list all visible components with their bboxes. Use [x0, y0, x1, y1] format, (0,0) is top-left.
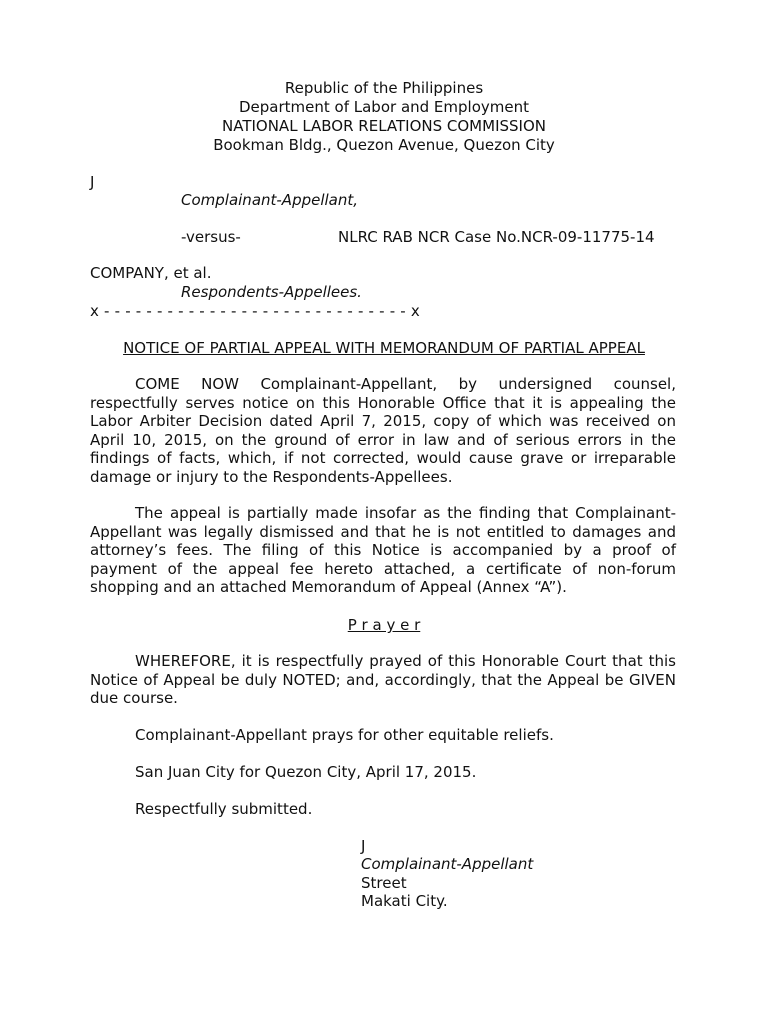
- caption-header: [0, 79, 768, 155]
- header-department: Department of Labor and Employment: [239, 98, 529, 116]
- signature-initial: J: [361, 837, 366, 855]
- document-title: NOTICE OF PARTIAL APPEAL WITH MEMORANDUM OF PARTIAL APPEAL: [123, 339, 645, 357]
- header-republic: Republic of the Philippines: [284, 79, 484, 97]
- versus-label: -versus-: [181, 228, 241, 246]
- respectfully-submitted: Respectfully submitted.: [135, 800, 313, 818]
- body-paragraph-1: COME NOW Complainant-Appellant, by undersigned counsel, respectfully serves notice on this Honorable Office that it is appealing the Labor Arbiter Decision dated April 7, 2015, copy of which was received on April 10, 2015, on the ground of error in law and of serious errors in the findings of facts, which, if not corrected, would cause grave or irreparable damage or injury to the Respondents-Appellees.: [90, 375, 676, 486]
- complainant-role: Complainant-Appellant,: [181, 191, 359, 209]
- respondent-name: COMPANY, et al.: [90, 264, 212, 282]
- respondent-role: Respondents-Appellees.: [181, 283, 362, 301]
- place-and-date: San Juan City for Quezon City, April 17, 2015.: [135, 763, 477, 781]
- prayer-heading: P r a y e r: [347, 616, 421, 634]
- header-commission: NATIONAL LABOR RELATIONS COMMISSION: [222, 117, 546, 135]
- caption-separator: x - - - - - - - - - - - - - - - - - - - - - - - - - - - - - x: [90, 302, 420, 320]
- signature-street: Street: [361, 874, 407, 892]
- other-reliefs: Complainant-Appellant prays for other equitable reliefs.: [135, 726, 554, 744]
- signature-role: Complainant-Appellant: [361, 855, 534, 873]
- case-number: NLRC RAB NCR Case No.NCR-09-11775-14: [338, 228, 655, 246]
- prayer-paragraph: WHEREFORE, it is respectfully prayed of this Honorable Court that this Notice of Appeal be duly NOTED; and, accordingly, that the Appeal be GIVEN due course.: [90, 652, 676, 707]
- signature-city: Makati City.: [361, 892, 448, 910]
- header-address: Bookman Bldg., Quezon Avenue, Quezon City: [213, 136, 555, 154]
- complainant-initial: J: [90, 173, 95, 191]
- body-paragraph-2: The appeal is partially made insofar as the finding that Complainant-Appellant was legally dismissed and that he is not entitled to damages and attorney’s fees. The filing of this Notice is accompanied by a proof of payment of the appeal fee hereto attached, a certificate of non-forum shopping and an attached Memorandum of Appeal (Annex “A”).: [90, 504, 676, 596]
